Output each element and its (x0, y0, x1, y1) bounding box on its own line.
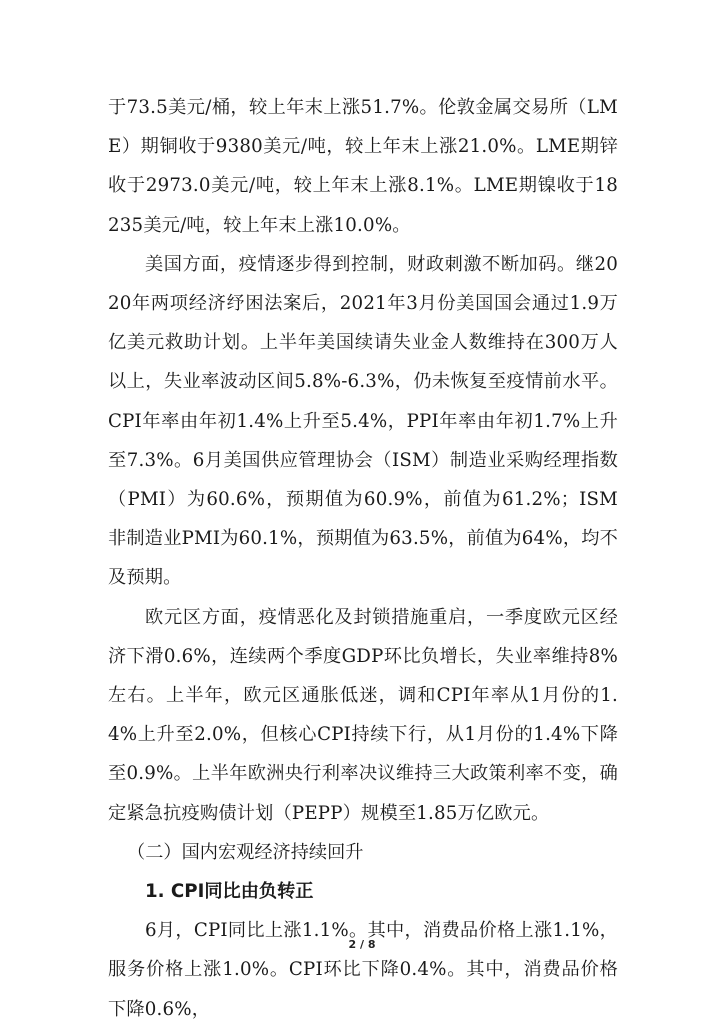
section-heading: （二）国内宏观经济持续回升 (127, 841, 364, 863)
page-number: 2 / 8 (348, 938, 376, 951)
paragraph-cpi: 6月，CPI同比上涨1.1%。其中，消费品价格上涨1.1%，服务价格上涨1.0%。CPI环比下降0.4%。其中，消费品价格下降0.6%， (108, 920, 618, 1020)
paragraph-us-economy: 美国方面，疫情逐步得到控制，财政刺激不断加码。继2020年两项经济纾困法案后，2021年3月份美国国会通过1.9万亿美元救助计划。上半年美国续请失业金人数维持在300万人以上，失业率波动区间5.8%-6.3%，仍未恢复至疫情前水平。CPI年率由年初1.4%上升至5.4%，PPI年率由年初1.7%上升至7.3%。6月美国供应管理协会（ISM）制造业采购经理指数（PMI）为60.6%，预期值为60.9%，前值为61.2%；ISM非制造业PMI为60.1%，预期值为63.5%，前值为64%，均不及预期。 (108, 253, 618, 589)
paragraph-commodity-prices: 于73.5美元/桶，较上年末上涨51.7%。伦敦金属交易所（LME）期铜收于9380美元/吨，较上年末上涨21.0%。LME期锌收于2973.0美元/吨，较上年末上涨8.1%。LME期镍收于18235美元/吨，较上年末上涨10.0%。 (108, 97, 618, 236)
subsection-heading: 1. CPI同比由负转正 (145, 881, 314, 903)
paragraph-eurozone-economy: 欧元区方面，疫情恶化及封锁措施重启，一季度欧元区经济下滑0.6%，连续两个季度GDP环比负增长，失业率维持8%左右。上半年，欧元区通胀低迷，调和CPI年率从1月份的1.4%上升至2.0%，但核心CPI持续下行，从1月份的1.4%下降至0.9%。上半年欧洲央行利率决议维持三大政策利率不变，确定紧急抗疫购债计划（PEPP）规模至1.85万亿欧元。 (108, 606, 618, 824)
document-body (108, 88, 618, 1029)
